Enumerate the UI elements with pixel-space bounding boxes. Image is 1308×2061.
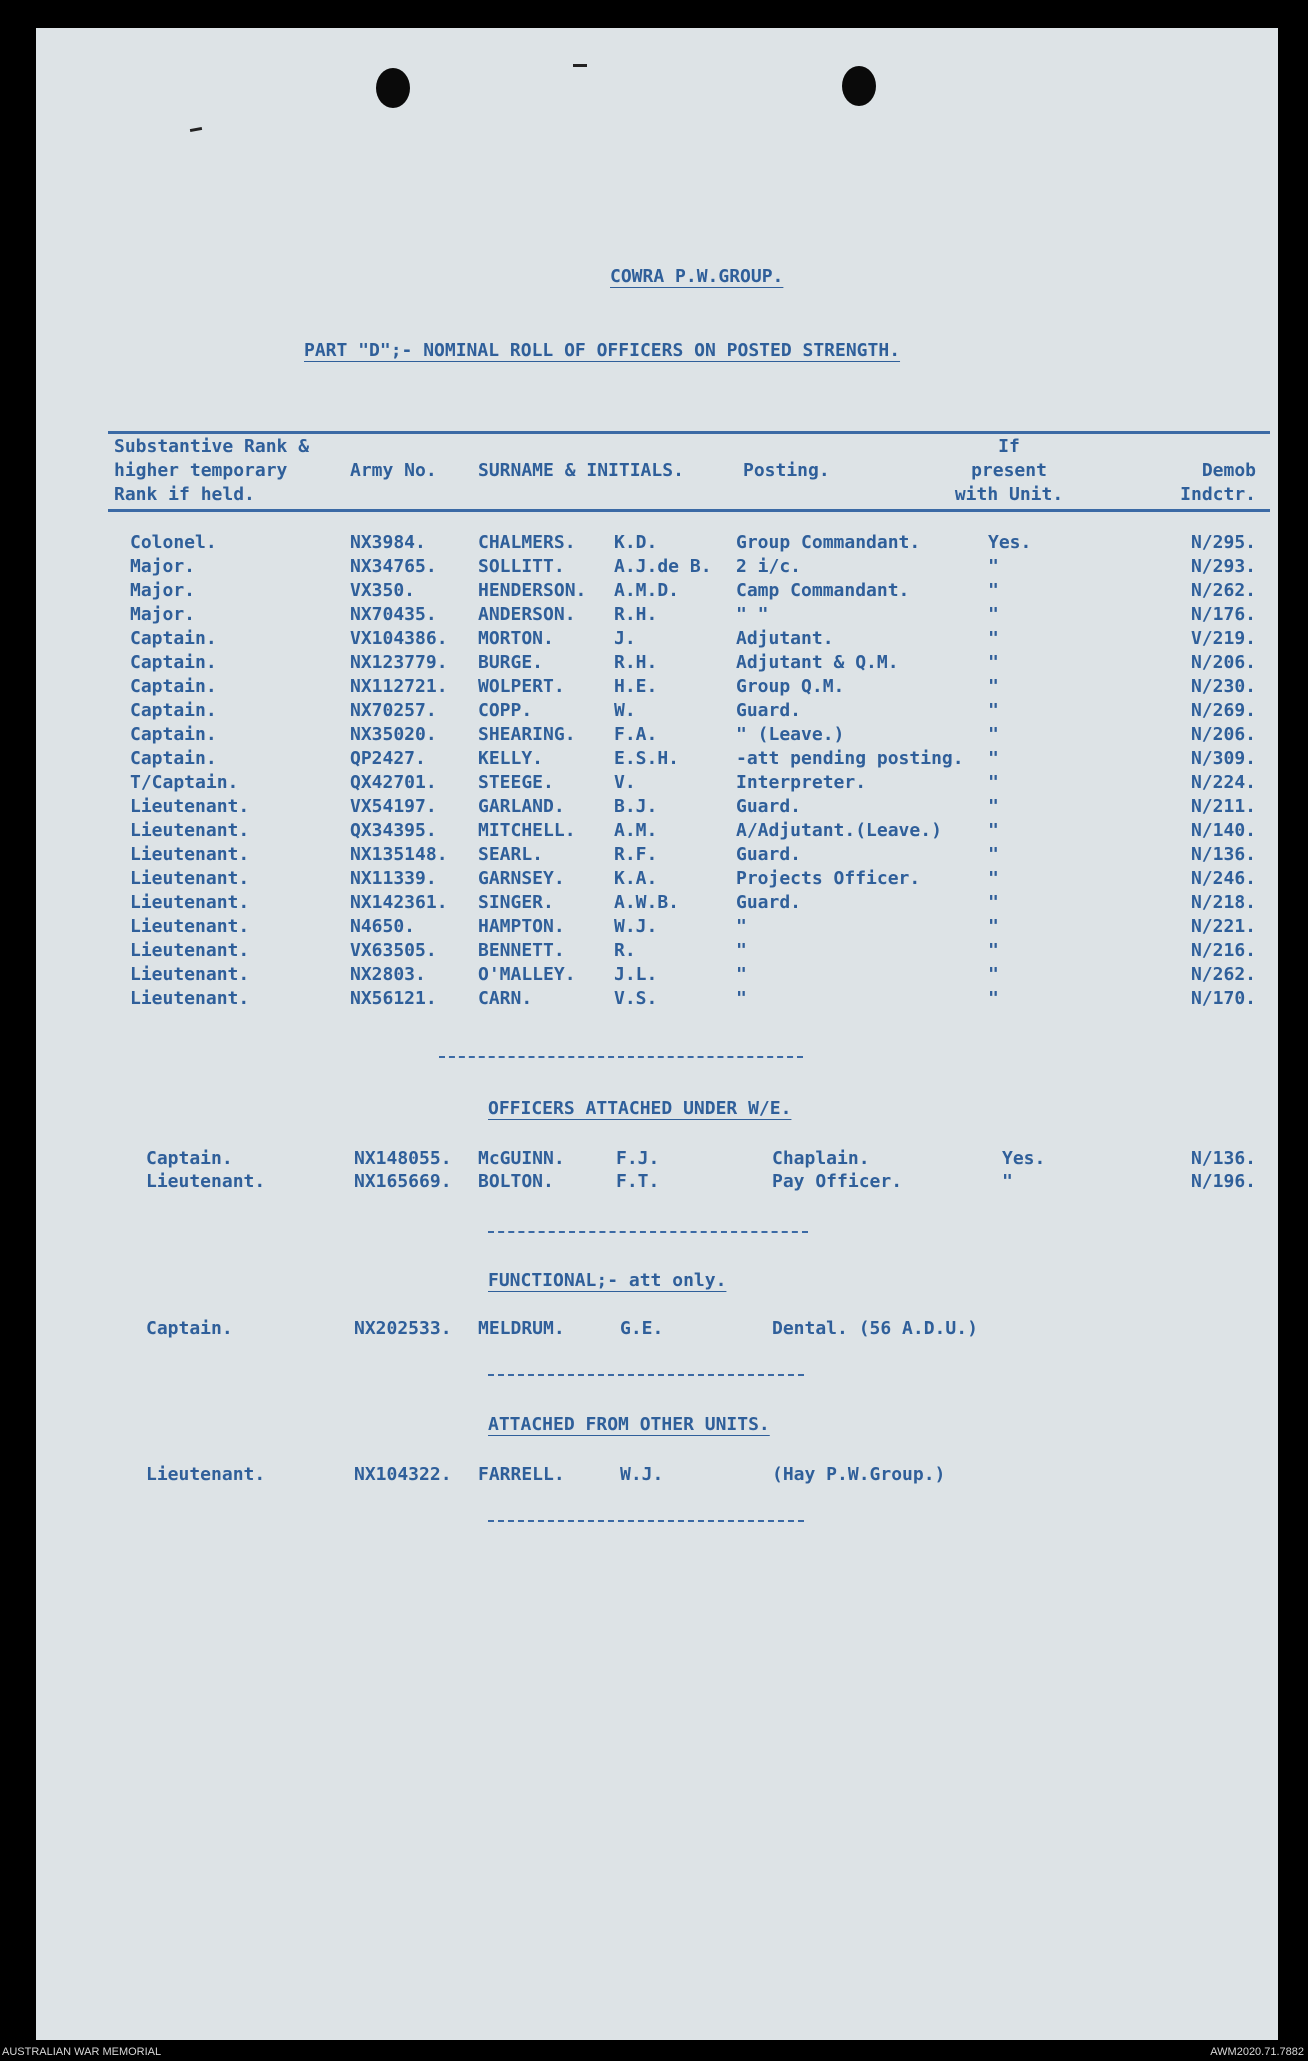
attached-heading: OFFICERS ATTACHED UNDER W/E. bbox=[488, 1098, 792, 1119]
punch-hole-right bbox=[842, 66, 876, 106]
cell-initials: A.M.D. bbox=[614, 580, 680, 601]
header-top-rule bbox=[108, 431, 1270, 434]
cell-rank: Lieutenant. bbox=[146, 1171, 266, 1192]
cell-surname: SOLLITT. bbox=[478, 556, 565, 577]
cell-initials: A.M. bbox=[614, 820, 658, 841]
cell-rank: Captain. bbox=[130, 628, 217, 649]
cell-initials: A.J.de B. bbox=[614, 556, 712, 577]
cell-army-no: VX54197. bbox=[350, 796, 437, 817]
cell-surname: BURGE. bbox=[478, 652, 544, 673]
cell-army-no: NX3984. bbox=[350, 532, 426, 553]
cell-surname: MORTON. bbox=[478, 628, 554, 649]
cell-rank: Captain. bbox=[130, 724, 217, 745]
footer-accession: AWM2020.71.7882 bbox=[1210, 2046, 1304, 2058]
cell-initials: F.A. bbox=[614, 724, 658, 745]
cell-demob: N/136. bbox=[1190, 1148, 1256, 1169]
cell-army-no: NX104322. bbox=[354, 1464, 452, 1485]
cell-present: " bbox=[988, 676, 999, 697]
cell-present: " bbox=[988, 652, 999, 673]
footer-source: AUSTRALIAN WAR MEMORIAL bbox=[2, 2046, 162, 2058]
cell-rank: Lieutenant. bbox=[130, 868, 250, 889]
cell-demob: V/219. bbox=[1190, 628, 1256, 649]
cell-present: Yes. bbox=[988, 532, 1032, 553]
cell-army-no: NX70257. bbox=[350, 700, 437, 721]
cell-army-no: NX142361. bbox=[350, 892, 448, 913]
cell-army-no: QX42701. bbox=[350, 772, 437, 793]
cell-posting: " bbox=[736, 940, 747, 961]
cell-rank: Lieutenant. bbox=[130, 892, 250, 913]
cell-initials: E.S.H. bbox=[614, 748, 680, 769]
cell-present: " bbox=[988, 844, 999, 865]
cell-present: " bbox=[988, 796, 999, 817]
header-rank: Substantive Rank & higher temporary Rank if held. bbox=[114, 436, 310, 505]
cell-army-no: NX135148. bbox=[350, 844, 448, 865]
header-posting: Posting. bbox=[743, 460, 830, 481]
cell-posting: Camp Commandant. bbox=[736, 580, 910, 601]
cell-surname: FARRELL. bbox=[478, 1464, 565, 1485]
cell-rank: Major. bbox=[130, 580, 196, 601]
cell-surname: HAMPTON. bbox=[478, 916, 565, 937]
cell-posting: Dental. (56 A.D.U.) bbox=[772, 1318, 978, 1339]
cell-army-no: NX11339. bbox=[350, 868, 437, 889]
cell-initials: R. bbox=[614, 940, 636, 961]
cell-demob: N/140. bbox=[1190, 820, 1256, 841]
cell-posting: " bbox=[736, 916, 747, 937]
cell-surname: KELLY. bbox=[478, 748, 544, 769]
cell-surname: MELDRUM. bbox=[478, 1318, 565, 1339]
cell-demob: N/176. bbox=[1190, 604, 1256, 625]
cell-present: " bbox=[988, 940, 999, 961]
cell-rank: T/Captain. bbox=[130, 772, 239, 793]
cell-army-no: QP2427. bbox=[350, 748, 426, 769]
cell-demob: N/293. bbox=[1190, 556, 1256, 577]
cell-surname: CARN. bbox=[478, 988, 533, 1009]
cell-army-no: QX34395. bbox=[350, 820, 437, 841]
cell-present: Yes. bbox=[1002, 1148, 1046, 1169]
cell-initials: J. bbox=[614, 628, 636, 649]
cell-rank: Lieutenant. bbox=[130, 964, 250, 985]
cell-demob: N/206. bbox=[1190, 724, 1256, 745]
cell-present: " bbox=[988, 556, 999, 577]
cell-initials: F.J. bbox=[616, 1148, 660, 1169]
cell-initials: R.H. bbox=[614, 604, 658, 625]
cell-rank: Lieutenant. bbox=[146, 1464, 266, 1485]
cell-army-no: NX2803. bbox=[350, 964, 426, 985]
cell-army-no: NX70435. bbox=[350, 604, 437, 625]
cell-rank: Captain. bbox=[146, 1318, 233, 1339]
cell-demob: N/196. bbox=[1190, 1171, 1256, 1192]
section-divider bbox=[439, 1056, 803, 1058]
cell-rank: Captain. bbox=[130, 748, 217, 769]
cell-army-no: VX104386. bbox=[350, 628, 448, 649]
header-surname: SURNAME & INITIALS. bbox=[478, 460, 684, 481]
cell-demob: N/170. bbox=[1190, 988, 1256, 1009]
cell-initials: R.F. bbox=[614, 844, 658, 865]
cell-posting: Guard. bbox=[736, 796, 802, 817]
cell-posting: Interpreter. bbox=[736, 772, 867, 793]
cell-present: " bbox=[988, 772, 999, 793]
cell-present: " bbox=[988, 892, 999, 913]
section-divider bbox=[488, 1520, 804, 1522]
cell-demob: N/218. bbox=[1190, 892, 1256, 913]
cell-posting: " bbox=[736, 988, 747, 1009]
cell-posting: (Hay P.W.Group.) bbox=[772, 1464, 946, 1485]
cell-posting: -att pending posting. bbox=[736, 748, 964, 769]
cell-initials: A.W.B. bbox=[614, 892, 680, 913]
cell-surname: BOLTON. bbox=[478, 1171, 554, 1192]
other-units-heading: ATTACHED FROM OTHER UNITS. bbox=[488, 1414, 770, 1435]
cell-army-no: NX123779. bbox=[350, 652, 448, 673]
cell-army-no: NX148055. bbox=[354, 1148, 452, 1169]
cell-posting: Adjutant & Q.M. bbox=[736, 652, 899, 673]
cell-demob: N/295. bbox=[1190, 532, 1256, 553]
cell-surname: O'MALLEY. bbox=[478, 964, 576, 985]
cell-present: " bbox=[988, 724, 999, 745]
header-demob: Demob Indctr. bbox=[1180, 460, 1256, 505]
header-army-no: Army No. bbox=[350, 460, 437, 481]
cell-present: " bbox=[988, 604, 999, 625]
functional-heading: FUNCTIONAL;- att only. bbox=[488, 1270, 727, 1291]
cell-rank: Major. bbox=[130, 604, 196, 625]
cell-initials: K.D. bbox=[614, 532, 658, 553]
cell-rank: Lieutenant. bbox=[130, 988, 250, 1009]
cell-posting: Guard. bbox=[736, 700, 802, 721]
cell-rank: Lieutenant. bbox=[130, 820, 250, 841]
cell-surname: SHEARING. bbox=[478, 724, 576, 745]
cell-surname: WOLPERT. bbox=[478, 676, 565, 697]
cell-demob: N/262. bbox=[1190, 964, 1256, 985]
cell-posting: Projects Officer. bbox=[736, 868, 921, 889]
cell-surname: STEEGE. bbox=[478, 772, 554, 793]
cell-posting: " (Leave.) bbox=[736, 724, 845, 745]
cell-initials: V. bbox=[614, 772, 636, 793]
cell-present: " bbox=[988, 700, 999, 721]
cell-initials: B.J. bbox=[614, 796, 658, 817]
cell-posting: Guard. bbox=[736, 892, 802, 913]
cell-posting: Chaplain. bbox=[772, 1148, 870, 1169]
cell-rank: Captain. bbox=[130, 700, 217, 721]
cell-present: " bbox=[1002, 1171, 1013, 1192]
cell-rank: Lieutenant. bbox=[130, 844, 250, 865]
cell-initials: W.J. bbox=[620, 1464, 664, 1485]
cell-present: " bbox=[988, 868, 999, 889]
cell-initials: V.S. bbox=[614, 988, 658, 1009]
page-subtitle: PART "D";- NOMINAL ROLL OF OFFICERS ON POSTED STRENGTH. bbox=[304, 340, 901, 361]
cell-rank: Colonel. bbox=[130, 532, 217, 553]
cell-surname: MITCHELL. bbox=[478, 820, 576, 841]
cell-posting: Guard. bbox=[736, 844, 802, 865]
cell-rank: Lieutenant. bbox=[130, 916, 250, 937]
cell-army-no: VX63505. bbox=[350, 940, 437, 961]
cell-demob: N/221. bbox=[1190, 916, 1256, 937]
cell-demob: N/206. bbox=[1190, 652, 1256, 673]
header-present: If present with Unit. bbox=[954, 436, 1064, 505]
cell-surname: CHALMERS. bbox=[478, 532, 576, 553]
cell-surname: SEARL. bbox=[478, 844, 544, 865]
page-title: COWRA P.W.GROUP. bbox=[610, 266, 784, 287]
cell-posting: Adjutant. bbox=[736, 628, 834, 649]
cell-present: " bbox=[988, 580, 999, 601]
cell-initials: W. bbox=[614, 700, 636, 721]
cell-initials: J.L. bbox=[614, 964, 658, 985]
cell-army-no: NX165669. bbox=[354, 1171, 452, 1192]
cell-surname: GARLAND. bbox=[478, 796, 565, 817]
cell-demob: N/262. bbox=[1190, 580, 1256, 601]
cell-rank: Captain. bbox=[146, 1148, 233, 1169]
cell-army-no: VX350. bbox=[350, 580, 416, 601]
cell-demob: N/246. bbox=[1190, 868, 1256, 889]
header-bottom-rule bbox=[108, 509, 1270, 512]
section-divider bbox=[488, 1374, 804, 1376]
cell-posting: " " bbox=[736, 604, 769, 625]
cell-present: " bbox=[988, 916, 999, 937]
cell-army-no: NX34765. bbox=[350, 556, 437, 577]
cell-surname: HENDERSON. bbox=[478, 580, 587, 601]
cell-army-no: NX35020. bbox=[350, 724, 437, 745]
cell-posting: Group Commandant. bbox=[736, 532, 921, 553]
cell-initials: G.E. bbox=[620, 1318, 664, 1339]
cell-initials: H.E. bbox=[614, 676, 658, 697]
cell-demob: N/230. bbox=[1190, 676, 1256, 697]
cell-posting: 2 i/c. bbox=[736, 556, 802, 577]
cell-posting: Pay Officer. bbox=[772, 1171, 903, 1192]
cell-demob: N/136. bbox=[1190, 844, 1256, 865]
cell-posting: " bbox=[736, 964, 747, 985]
cell-demob: N/224. bbox=[1190, 772, 1256, 793]
cell-present: " bbox=[988, 748, 999, 769]
cell-rank: Major. bbox=[130, 556, 196, 577]
cell-rank: Lieutenant. bbox=[130, 940, 250, 961]
cell-posting: A/Adjutant.(Leave.) bbox=[736, 820, 942, 841]
ink-mark bbox=[573, 64, 587, 67]
cell-army-no: N4650. bbox=[350, 916, 416, 937]
cell-army-no: NX112721. bbox=[350, 676, 448, 697]
cell-demob: N/216. bbox=[1190, 940, 1256, 961]
cell-initials: K.A. bbox=[614, 868, 658, 889]
section-divider bbox=[488, 1231, 808, 1233]
cell-rank: Lieutenant. bbox=[130, 796, 250, 817]
cell-army-no: NX202533. bbox=[354, 1318, 452, 1339]
cell-surname: COPP. bbox=[478, 700, 533, 721]
cell-demob: N/309. bbox=[1190, 748, 1256, 769]
ink-mark bbox=[190, 127, 202, 132]
cell-posting: Group Q.M. bbox=[736, 676, 845, 697]
cell-surname: GARNSEY. bbox=[478, 868, 565, 889]
cell-present: " bbox=[988, 988, 999, 1009]
cell-surname: ANDERSON. bbox=[478, 604, 576, 625]
cell-present: " bbox=[988, 964, 999, 985]
cell-surname: BENNETT. bbox=[478, 940, 565, 961]
cell-initials: W.J. bbox=[614, 916, 658, 937]
cell-surname: McGUINN. bbox=[478, 1148, 565, 1169]
punch-hole-left bbox=[376, 68, 410, 108]
cell-rank: Captain. bbox=[130, 676, 217, 697]
cell-demob: N/211. bbox=[1190, 796, 1256, 817]
cell-initials: F.T. bbox=[616, 1171, 660, 1192]
document-page bbox=[36, 28, 1278, 2040]
cell-initials: R.H. bbox=[614, 652, 658, 673]
cell-rank: Captain. bbox=[130, 652, 217, 673]
cell-present: " bbox=[988, 628, 999, 649]
cell-surname: SINGER. bbox=[478, 892, 554, 913]
cell-army-no: NX56121. bbox=[350, 988, 437, 1009]
cell-present: " bbox=[988, 820, 999, 841]
cell-demob: N/269. bbox=[1190, 700, 1256, 721]
